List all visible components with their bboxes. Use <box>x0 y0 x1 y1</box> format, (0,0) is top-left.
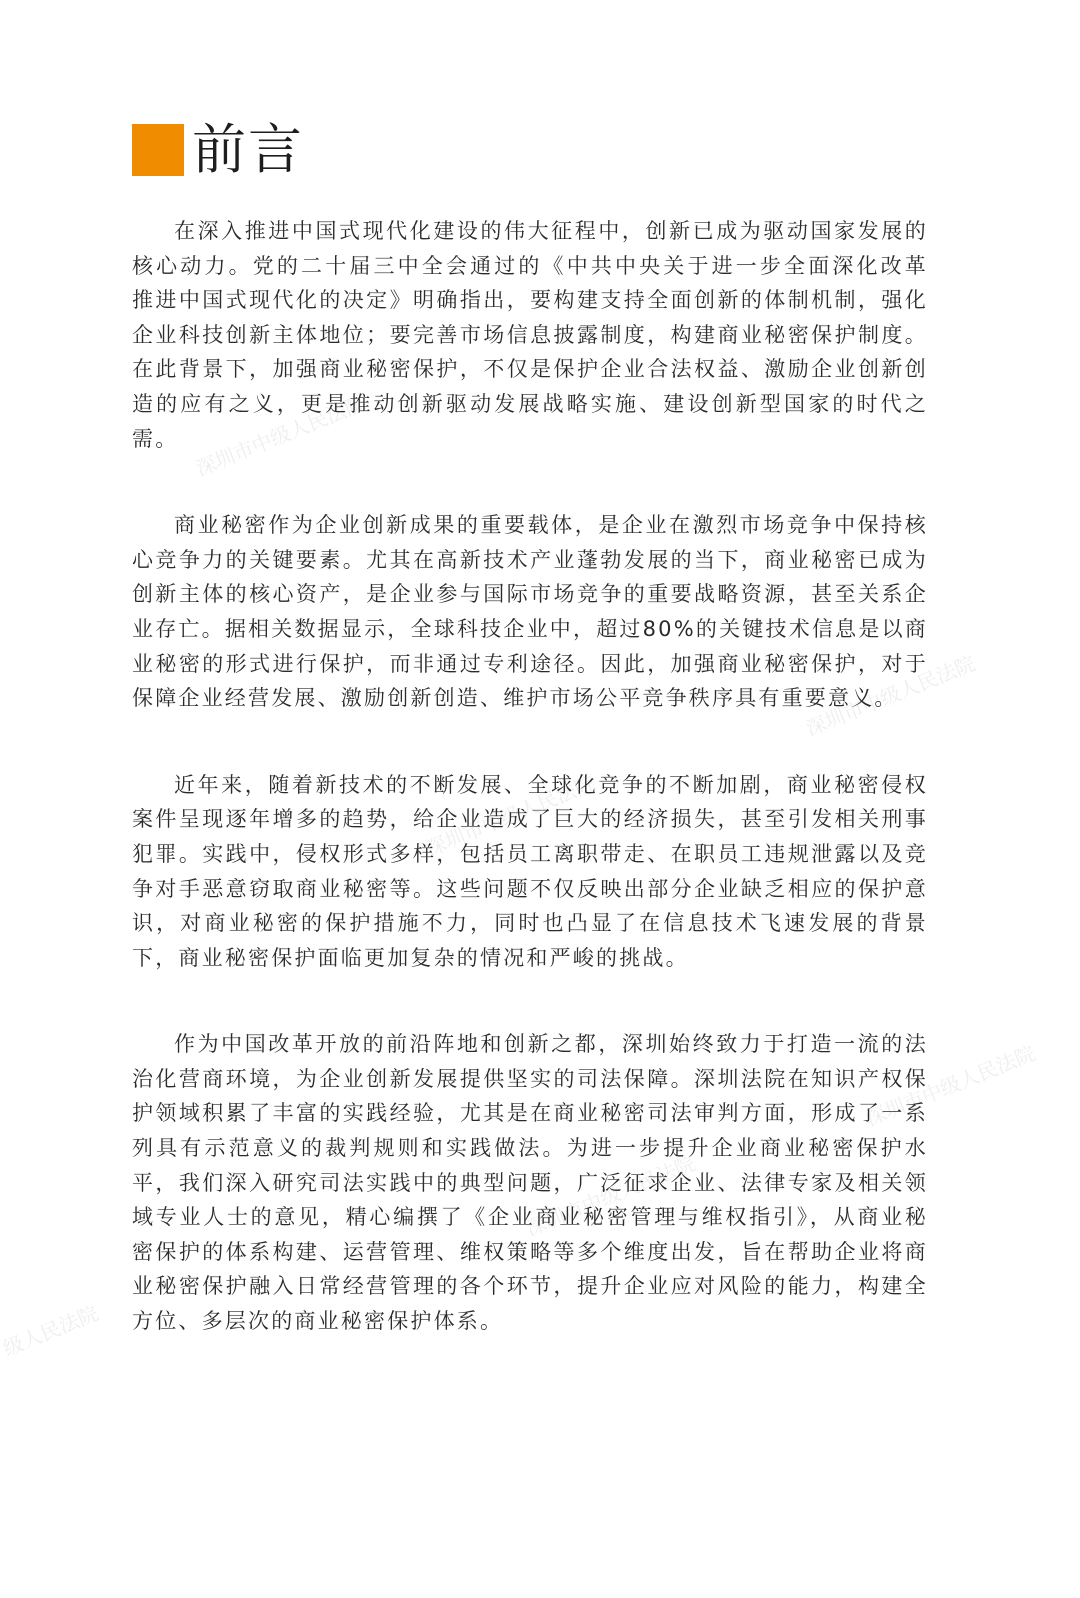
watermark: 深圳市中级人民法院 <box>192 391 369 481</box>
paragraph-3: 近年来，随着新技术的不断发展、全球化竞争的不断加剧，商业秘密侵权案件呈现逐年增多的趋势，给企业造成了巨大的经济损失，甚至引发相关刑事犯罪。实践中，侵权形式多样，包括员工离职带走、在职员工违规泄露以及竞争对手恶意窃取商业秘密等。这些问题不仅反映出部分企业缺乏相应的保护意识，对商业秘密的保护措施不力，同时也凸显了在信息技术飞速发展的背景下，商业秘密保护面临更加复杂的情况和严峻的挑战。 <box>132 772 928 970</box>
page-title: 前言 <box>192 118 304 181</box>
watermark: 深圳市中级人民法院 <box>862 1041 1039 1131</box>
paragraph-2: 商业秘密作为企业创新成果的重要载体，是企业在激烈市场竞争中保持核心竞争力的关键要素。尤其在高新技术产业蓬勃发展的当下，商业秘密已成为创新主体的核心资产，是企业参与国际市场竞争的重要战略资源，甚至关系企业存亡。据相关数据显示，全球科技企业中，超过80%的关键技术信息是以商业秘密的形式进行保护，而非通过专利途径。因此，加强商业秘密保护，对于保障企业经营发展、激励创新创造、维护市场公平竞争秩序具有重要意义。 <box>132 513 928 711</box>
section-heading <box>132 120 304 180</box>
watermark: 级人民法院 <box>0 1301 102 1361</box>
paragraph-4: 作为中国改革开放的前沿阵地和创新之都，深圳始终致力于打造一流的法治化营商环境，为企业创新发展提供坚实的司法保障。深圳法院在知识产权保护领域积累了丰富的实践经验，尤其是在商业秘密司法审判方面，形成了一系列具有示范意义的裁判规则和实践做法。为进一步提升企业商业秘密保护水平，我们深入研究司法实践中的典型问题，广泛征求企业、法律专家及相关领域专业人士的意见，精心编撰了《企业商业秘密管理与维权指引》，从商业秘密保护的体系构建、运营管理、维权策略等多个维度出发，旨在帮助企业将商业秘密保护融入日常经营管理的各个环节，提升企业应对风险的能力，构建全方位、多层次的商业秘密保护体系。 <box>132 1032 928 1334</box>
watermark: 深圳市中级人民法院 <box>422 771 599 861</box>
watermark: 深圳市中级人民法院 <box>522 1151 699 1241</box>
paragraph-1: 在深入推进中国式现代化建设的伟大征程中，创新已成为驱动国家发展的核心动力。党的二十届三中全会通过的《中共中央关于进一步全面深化改革 推进中国式现代化的决定》明确指出，要构建支持全面创新的体制机制，强化企业科技创新主体地位；要完善市场信息披露制度，构建商业秘密保护制度。在此背景下，加强商业秘密保护，不仅是保护企业合法权益、激励企业创新创造的应有之义，更是推动创新驱动发展战略实施、建设创新型国家的时代之需。 <box>132 219 928 451</box>
watermark: 深圳市中级人民法院 <box>802 651 979 741</box>
preface-body <box>132 214 928 1391</box>
orange-square-marker <box>132 124 184 176</box>
